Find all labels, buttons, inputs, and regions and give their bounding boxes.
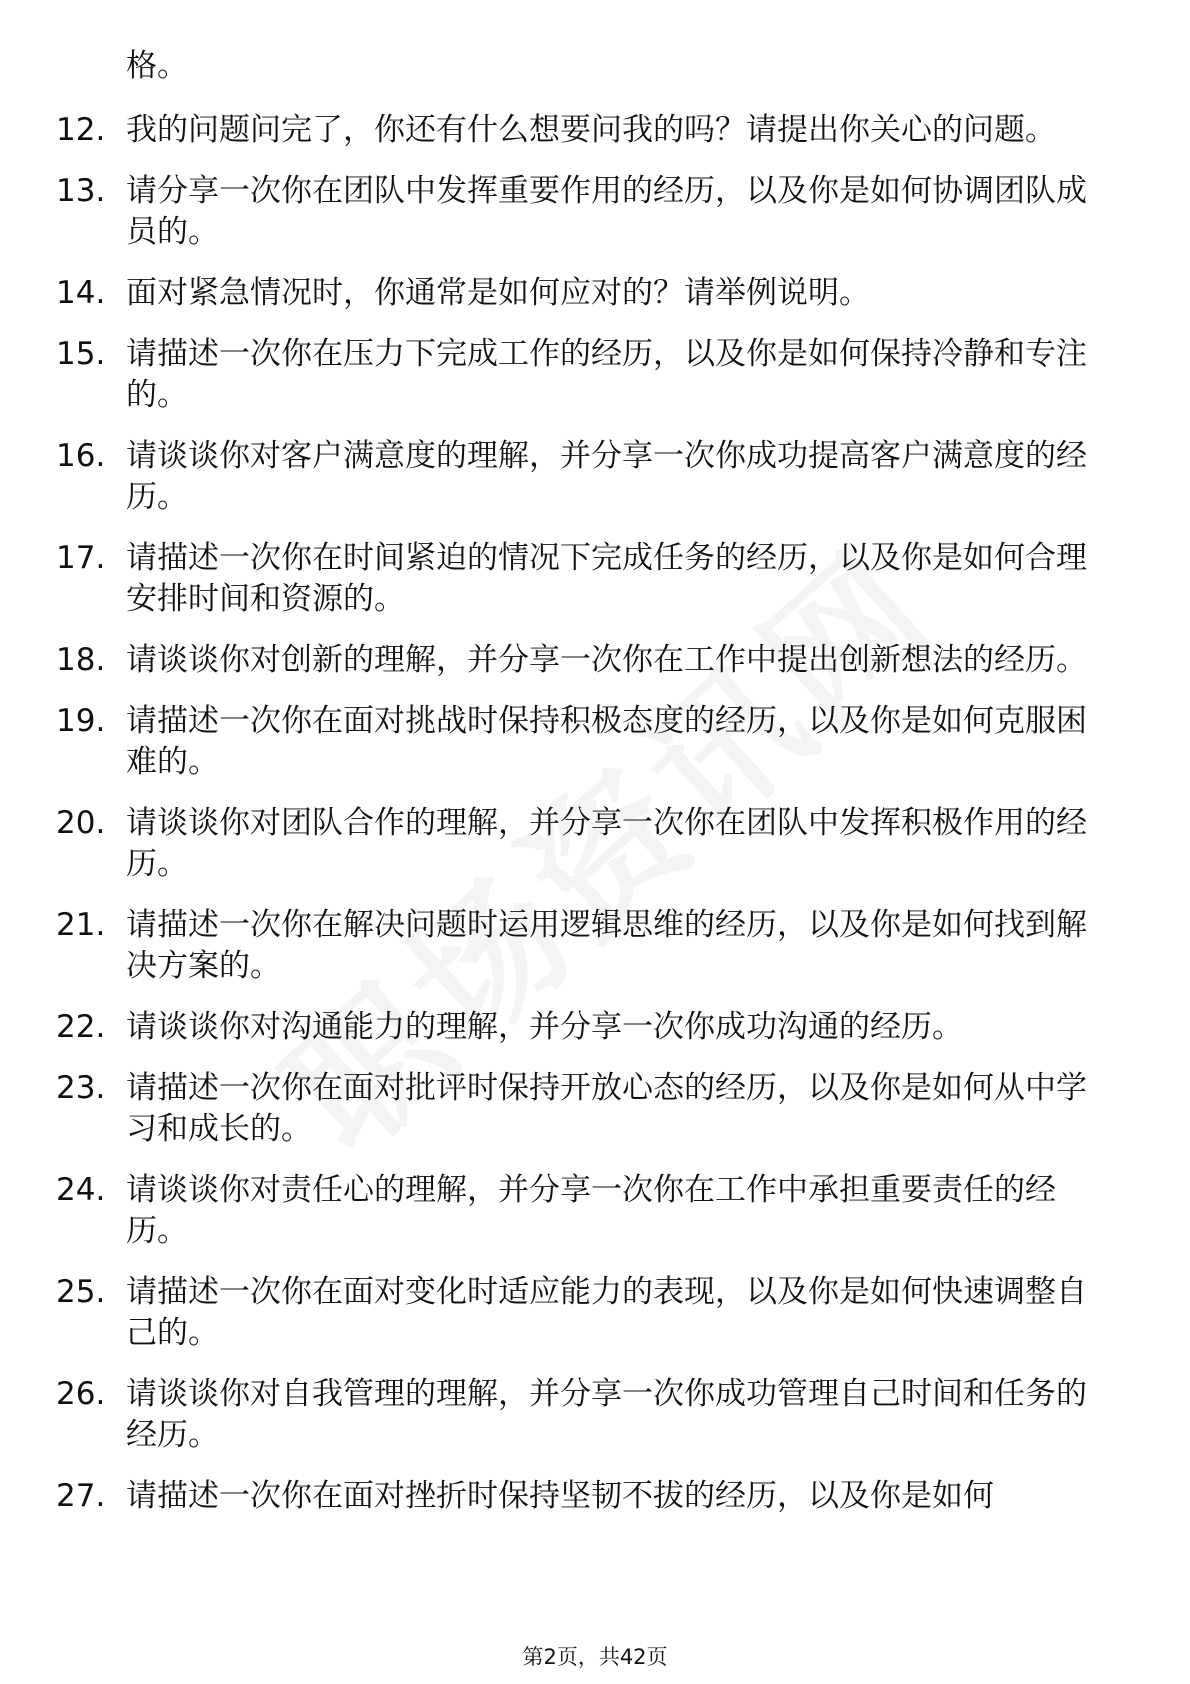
item-text: 请谈谈你对团队合作的理解，并分享一次你在团队中发挥积极作用的经历。 (126, 805, 1087, 882)
item-number: 17. (56, 540, 106, 576)
item-text: 我的问题问完了，你还有什么想要问我的吗？请提出你关心的问题。 (126, 112, 1056, 148)
item-text: 请描述一次你在面对挫折时保持坚韧不拔的经历，以及你是如何 (126, 1478, 994, 1514)
list-item (0, 803, 1190, 885)
item-text: 请描述一次你在解决问题时运用逻辑思维的经历，以及你是如何找到解决方案的。 (126, 907, 1087, 984)
item-number: 19. (56, 703, 106, 739)
item-number: 13. (56, 173, 106, 209)
list-item (0, 1170, 1190, 1252)
question-list (0, 110, 1190, 1537)
item-number: 18. (56, 642, 106, 678)
list-item (0, 905, 1190, 987)
item-number: 21. (56, 907, 106, 943)
item-text: 请谈谈你对责任心的理解，并分享一次你在工作中承担重要责任的经历。 (126, 1172, 1056, 1249)
item-number: 27. (56, 1478, 106, 1514)
item-text: 请谈谈你对沟通能力的理解，并分享一次你成功沟通的经历。 (126, 1009, 963, 1045)
continuation-text: 格。 (126, 48, 188, 84)
item-text: 请谈谈你对客户满意度的理解，并分享一次你成功提高客户满意度的经历。 (126, 438, 1087, 515)
item-number: 24. (56, 1172, 106, 1208)
item-text: 请描述一次你在面对挑战时保持积极态度的经历，以及你是如何克服困难的。 (126, 703, 1087, 780)
list-item (0, 171, 1190, 253)
item-number: 20. (56, 805, 106, 841)
list-item (0, 436, 1190, 518)
item-text: 请谈谈你对创新的理解，并分享一次你在工作中提出创新想法的经历。 (126, 642, 1087, 678)
page-footer: 第2页，共42页 (522, 1645, 668, 1669)
list-item (0, 640, 1190, 681)
item-text: 请描述一次你在压力下完成工作的经历，以及你是如何保持冷静和专注的。 (126, 336, 1087, 413)
list-item (0, 701, 1190, 783)
list-item (0, 334, 1190, 416)
item-number: 26. (56, 1376, 106, 1412)
list-item (0, 1272, 1190, 1354)
item-text: 请分享一次你在团队中发挥重要作用的经历，以及你是如何协调团队成员的。 (126, 173, 1087, 250)
list-item (0, 538, 1190, 620)
list-item (0, 1476, 1190, 1517)
list-item (0, 1374, 1190, 1456)
list-item (0, 1068, 1190, 1150)
list-item (0, 273, 1190, 314)
item-number: 16. (56, 438, 106, 474)
list-item (0, 110, 1190, 151)
item-text: 请谈谈你对自我管理的理解，并分享一次你成功管理自己时间和任务的经历。 (126, 1376, 1087, 1453)
item-number: 23. (56, 1070, 106, 1106)
item-text: 请描述一次你在面对批评时保持开放心态的经历，以及你是如何从中学习和成长的。 (126, 1070, 1087, 1147)
item-text: 面对紧急情况时，你通常是如何应对的？请举例说明。 (126, 275, 870, 311)
item-number: 25. (56, 1274, 106, 1310)
item-number: 15. (56, 336, 106, 372)
list-item (0, 1007, 1190, 1048)
item-number: 14. (56, 275, 106, 311)
item-text: 请描述一次你在时间紧迫的情况下完成任务的经历，以及你是如何合理安排时间和资源的。 (126, 540, 1087, 617)
item-number: 22. (56, 1009, 106, 1045)
item-text: 请描述一次你在面对变化时适应能力的表现，以及你是如何快速调整自己的。 (126, 1274, 1087, 1351)
item-number: 12. (56, 112, 106, 148)
